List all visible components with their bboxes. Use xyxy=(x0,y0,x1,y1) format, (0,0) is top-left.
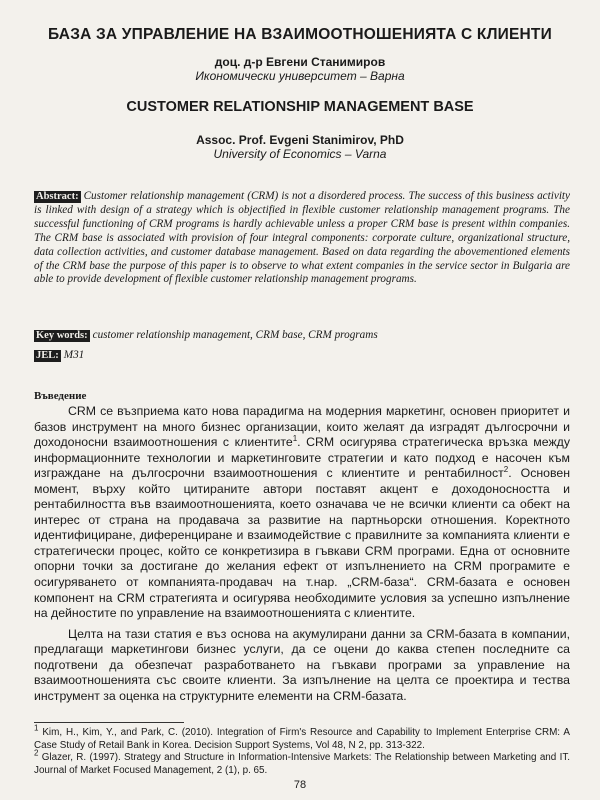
keywords-label: Key words: xyxy=(36,330,88,341)
title-bulgarian: БАЗА ЗА УПРАВЛЕНИЕ НА ВЗАИМООТНОШЕНИЯТА С КЛИЕНТИ xyxy=(48,26,552,43)
footnote-ref-2: 2 xyxy=(503,465,509,475)
footnote-2-number: 2 xyxy=(34,748,39,758)
section-heading-introduction: Въведение xyxy=(34,390,87,402)
author-english: Assoc. Prof. Evgeni Stanimirov, PhD xyxy=(196,133,404,147)
jel-label: JEL: xyxy=(36,350,59,361)
jel-code: M31 xyxy=(63,349,85,361)
author-bulgarian: доц. д-р Евгени Станимиров xyxy=(214,55,386,69)
keywords-text: customer relationship management, CRM base, CRM programs xyxy=(92,329,378,341)
page-number: 78 xyxy=(293,779,307,791)
footnote-1-number: 1 xyxy=(34,723,39,733)
paragraph-1 xyxy=(34,404,570,622)
affiliation-english: University of Economics – Varna xyxy=(213,147,387,161)
paragraph-1-part-a: CRM се възприема като нова парадигма на модерния маркетинг, основен приоритет и базов инструмент на много бизнес организации, които желаят да изградят дългосрочни и доходоносни взаимоотношения с клиентите xyxy=(34,404,570,450)
affiliation-bulgarian: Икономически университет – Варна xyxy=(195,69,405,83)
abstract-block xyxy=(34,190,570,287)
footnote-1 xyxy=(34,723,570,752)
footnote-divider xyxy=(34,722,184,723)
abstract-text: Customer relationship management (CRM) is not a disordered process. The success of this business activity is linked with design of a strategy which is objectified in flexible customer relationship management programs. The successful functioning of CRM programs is hardly achievable unless a proper CRM base is present within companies. The CRM base is associated with provision of four integral components: corporate culture, organizational structure, data collection activities, and customer database management. Based on data regarding the abovementioned elements of the CRM base the purpose of this paper is to observe to what extent companies in the service sector in Bulgaria are able to provide development of flexible customer relationship management programs. xyxy=(34,190,570,286)
paragraph-1-part-c: . Основен момент, върху който цитираните автори поставят акцент е доходоносността и рентабилността във взаимоотношенията, което означава че не всички клиенти са обект на интерес от страна на продавача за развитие на партньорски отношения. Коректното идентифициране, диференциране и взаимодействие с правилните за компанията клиенти е стратегически процес, който се конкретизира в гъвкави CRM програми. Една от основните опорни точки за достигане до желания ефект от изпълнението на CRM програмите е осигуряването от компанията-продавач на т.нар. „CRM-база“. CRM-базата е основен компонент на CRM стратегията и осигурява необходимите условия за успешно изпълнение на дейностите по управление на взаимоотношенията с клиентите. xyxy=(34,466,570,621)
footnote-2 xyxy=(34,748,570,777)
footnote-ref-1: 1 xyxy=(292,434,298,443)
paragraph-2: Целта на тази статия е въз основа на акумулирани данни за CRM-базата в компании, предлагащи маркетингови бизнес услуги, да се оцени до каква степен последните са подготвени да обезпечат разработването на гъвкави програми за управление на взаимоотношенията със своите клиенти. За изпълнение на целта се проектира и тества инструмент за оценка на структурните елементи на CRM-базата. xyxy=(34,626,570,703)
footnote-2-text: Glazer, R. (1997). Strategy and Structure in Information-Intensive Markets: The Relationship between Marketing and IT. Journal of Market Focused Management, 2 (1), p. 65. xyxy=(34,752,570,776)
paragraph-1-part-b: . CRM осигурява стратегическа връзка между информационните технологии и маркетинговите стратегии и като подход е насочен към изграждане на дългосрочни взаимоотношения с клиентите и рентабилност xyxy=(34,435,570,481)
jel-block xyxy=(34,348,570,362)
abstract-label: Abstract: xyxy=(36,191,79,202)
keywords-block xyxy=(34,328,570,342)
footnote-1-text: Kim, H., Kim, Y., and Park, C. (2010). Integration of Firm's Resource and Capability to Implement Enterprise CRM: A Case Study of Retail Bank in Korea. Decision Support Systems, Vol 48, N 2, pp. 313-322. xyxy=(34,727,570,751)
title-english: CUSTOMER RELATIONSHIP MANAGEMENT BASE xyxy=(126,99,474,115)
body-text xyxy=(34,404,570,704)
footnotes xyxy=(34,723,570,777)
